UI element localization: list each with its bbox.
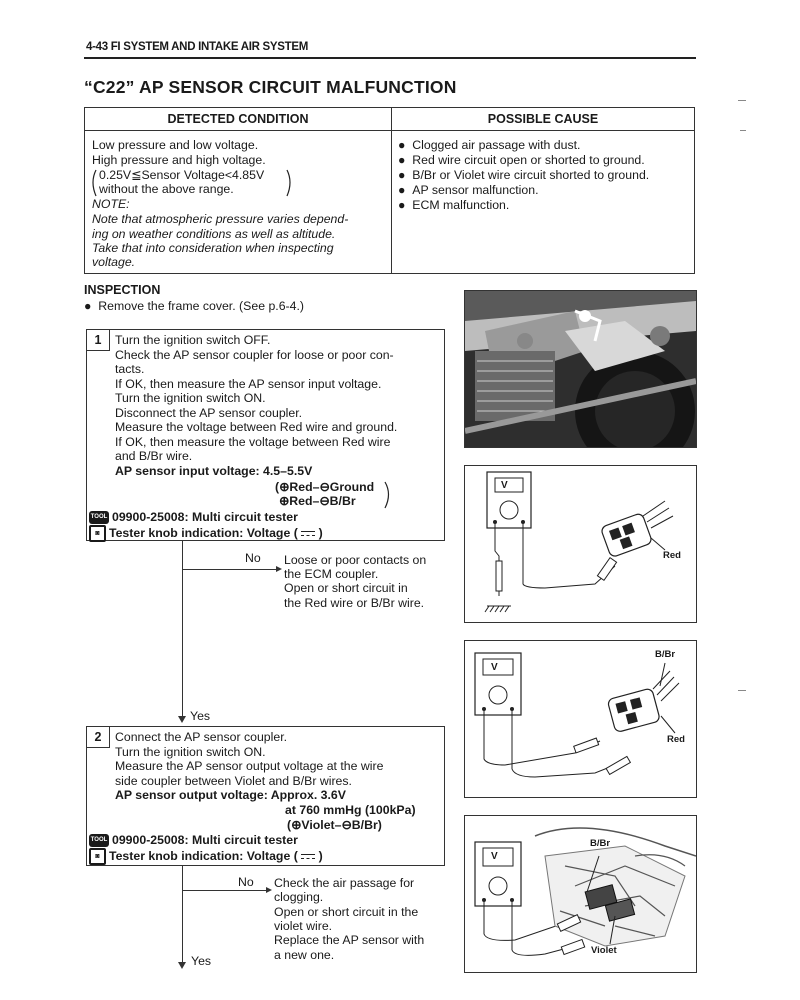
step1-line: If OK, then measure the voltage between Red wire [115, 435, 391, 449]
cause-item: ● ECM malfunction. [398, 198, 510, 212]
detected-line: 0.25V≦Sensor Voltage<4.85V [99, 168, 265, 182]
step1-line: and B/Br wire. [115, 449, 193, 463]
note-line: Take that into consideration when inspecting [92, 241, 334, 255]
no-arrow-icon [266, 887, 272, 893]
step1-no-label: No [245, 551, 261, 565]
cause-item: ● AP sensor malfunction. [398, 183, 539, 197]
inspection-bullet: ● Remove the frame cover. (See p.6-4.) [84, 299, 304, 313]
tool-badge-icon: TOOL [89, 834, 109, 847]
possible-cause-header: POSSIBLE CAUSE [392, 108, 695, 131]
step1-spec: AP sensor input voltage: 4.5–5.5V [115, 464, 313, 478]
no-branch-line [182, 890, 268, 891]
step1-spec-b: ⊕Red–⊖B/Br [279, 494, 356, 508]
step2-knob: ◙ Tester knob indication: Voltage ( ) [89, 848, 323, 865]
margin-mark [740, 130, 746, 131]
flow-line [182, 540, 183, 720]
section-title: 4-43 FI SYSTEM AND INTAKE AIR SYSTEM [86, 41, 308, 53]
bbr-wire-label: B/Br [590, 838, 611, 849]
step2-no-label: No [238, 875, 254, 889]
red-wire-label: Red [667, 734, 685, 745]
step2-yes-label: Yes [191, 954, 212, 968]
step1-line: Check the AP sensor coupler for loose or poor con- [115, 348, 394, 362]
tester-wiring-illustration [465, 641, 696, 797]
yes-arrow-icon [178, 716, 186, 723]
cause-item: ● Clogged air passage with dust. [398, 138, 581, 152]
note-line: voltage. [92, 255, 136, 269]
step1-line: Disconnect the AP sensor coupler. [115, 406, 303, 420]
step2-no-line: clogging. [274, 890, 324, 904]
meter-v-label: V [491, 851, 498, 862]
step1-no-line: the Red wire or B/Br wire. [284, 596, 425, 610]
dc-voltage-icon [301, 531, 315, 536]
tester-knob-icon: ◙ [89, 525, 106, 542]
page-title: “C22” AP SENSOR CIRCUIT MALFUNCTION [84, 77, 457, 97]
step1-number: 1 [87, 330, 110, 351]
step2-line: side coupler between Violet and B/Br wires. [115, 774, 352, 788]
step1-line: Turn the ignition switch ON. [115, 391, 266, 405]
step2-line: Turn the ignition switch ON. [115, 745, 266, 759]
cause-item: ● B/Br or Violet wire circuit shorted to ground. [398, 168, 650, 182]
step2-no-line: Replace the AP sensor with [274, 933, 425, 947]
detected-line: Low pressure and low voltage. [92, 138, 259, 152]
violet-wire-label: Violet [591, 945, 617, 956]
condition-table [84, 107, 695, 274]
step1-no-line: Loose or poor contacts on [284, 553, 427, 567]
step1-knob: ◙ Tester knob indication: Voltage ( ) [89, 525, 323, 542]
note-line: Note that atmospheric pressure varies depend- [92, 212, 349, 226]
meter-v-label: V [501, 480, 508, 491]
margin-mark [738, 690, 746, 691]
margin-mark [738, 100, 746, 101]
header-rule [84, 57, 696, 59]
step1-line: tacts. [115, 362, 145, 376]
step2-no-line: a new one. [274, 948, 335, 962]
inspection-heading: INSPECTION [84, 283, 161, 297]
step1-tool: TOOL 09900-25008: Multi circuit tester [90, 510, 298, 524]
yes-arrow-icon [178, 962, 186, 969]
step2-spec: AP sensor output voltage: Approx. 3.6V [115, 788, 346, 802]
step1-line: Measure the voltage between Red wire and ground. [115, 420, 398, 434]
step2-spec-b: (⊕Violet–⊖B/Br) [287, 818, 382, 832]
tester-knob-icon: ◙ [89, 848, 106, 865]
step2-line: Connect the AP sensor coupler. [115, 730, 288, 744]
step1-line: If OK, then measure the AP sensor input voltage. [115, 377, 382, 391]
tester-wiring-illustration [465, 466, 696, 622]
step1-line: Turn the ignition switch OFF. [115, 333, 271, 347]
detected-condition-cell [85, 131, 392, 274]
flow-line [182, 865, 183, 965]
tester-wiring-illustration [465, 816, 696, 972]
red-wire-label: Red [663, 550, 681, 561]
step1-no-line: the ECM coupler. [284, 567, 379, 581]
output-voltage-diagram [464, 815, 697, 973]
step2-spec-a: at 760 mmHg (100kPa) [285, 803, 416, 817]
note-label: NOTE: [92, 197, 130, 211]
step2-no-line: Open or short circuit in the [274, 905, 419, 919]
dc-voltage-icon [301, 854, 315, 859]
step1-yes-label: Yes [190, 709, 211, 723]
step2-number: 2 [87, 727, 110, 748]
step1-no-line: Open or short circuit in [284, 581, 408, 595]
red-bbr-voltage-diagram [464, 640, 697, 798]
no-branch-line [182, 569, 278, 570]
note-line: ing on weather conditions as well as altitude. [92, 227, 336, 241]
step2-tool: TOOL 09900-25008: Multi circuit tester [90, 833, 298, 847]
meter-v-label: V [491, 662, 498, 673]
tool-badge-icon: TOOL [89, 511, 109, 524]
no-arrow-icon [276, 566, 282, 572]
spec-bracket-right [383, 480, 395, 510]
step1-box [86, 329, 445, 541]
possible-cause-cell [392, 131, 695, 274]
cause-item: ● Red wire circuit open or shorted to ground. [398, 153, 645, 167]
detected-line: High pressure and high voltage. [92, 153, 266, 167]
step2-box [86, 726, 445, 866]
step1-spec-a: (⊕Red–⊖Ground [275, 480, 375, 494]
bbr-wire-label: B/Br [655, 649, 676, 660]
frame-cover-photo [464, 290, 697, 448]
detected-condition-header: DETECTED CONDITION [85, 108, 392, 131]
step2-no-line: Check the air passage for [274, 876, 415, 890]
step2-no-line: violet wire. [274, 919, 333, 933]
detected-line: without the above range. [99, 182, 234, 196]
input-voltage-diagram [464, 465, 697, 623]
engine-photo-illustration [465, 291, 696, 447]
step2-line: Measure the AP sensor output voltage at the wire [115, 759, 384, 773]
